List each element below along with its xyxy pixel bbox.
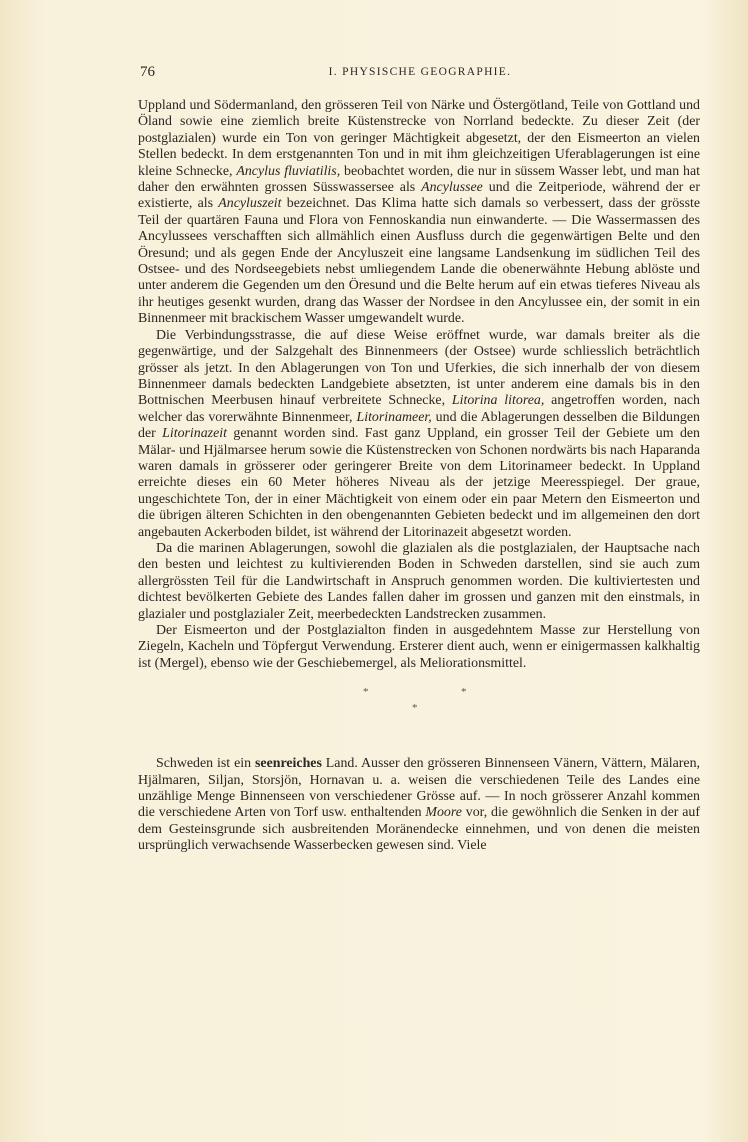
paragraph <box>138 98 700 328</box>
text-run: bezeichnet. Das Klima hatte sich damals so verbessert, dass der grösste Teil der quartären Fauna und Flora von Fennoskandia nun einwanderte. — Die Wassermassen des Ancylussees verschafften sich allmählich einen Ausfluss durch die gegenwärtigen Belte und den Öresund; und als gegen Ende der Ancyluszeit eine langsame Landsenkung im südlichen Teil des Ostsee- und des Nordseegebiets nebst umliegendem Lande die obenerwähnte Hebung ablöste und unter anderem die Gegenden um den Öresund und die Belte herum auf ein etwas tieferes Niveau als ihr heutiges gesenkt wurden, drang das Wasser der Nordsee in den Ancylussee ein, der somit in ein Binnenmeer mit brackischem Wasser umgewandelt wurde. <box>138 196 701 327</box>
section-separator <box>138 682 700 728</box>
text-run: Der Eismeerton und der Postglazialton finden in ausgedehntem Masse zur Herstellung von Ziegeln, Kacheln und Töpfergut Verwendung. Ersterer dient auch, wenn er einigermassen kalkhaltig ist (Mergel), ebenso wie der Geschiebemergel, als Meliorationsmittel. <box>138 623 700 671</box>
text-run: Uppland und Södermanland, den grösseren Teil von Närke und Östergötland, Teile von Gottland und Öland sowie eine ziemlich breite Küstenstrecke von Norrland bedeckte. Zu dieser Zeit (der postglazialen) wurde ein Ton von geringer Mächtigkeit abgesetzt, der den Eismeerton an vielen Stellen bedeckt. In dem erstgenannten Ton und in mit ihm gleichzeitigen Uferablagerungen ist eine kleine Schnecke, <box>138 98 700 179</box>
text-run: Land. Ausser den grösseren Binnenseen Vänern, Vättern, Mälaren, Hjälmaren, Siljan, Storsjön, Hornavan u. a. weisen die verschiedenen Teile des Landes eine unzählige Menge Binnenseen von verschiedener Grösse auf. — In noch grösserer Anzahl kommen die verschiedene Arten von Torf usw. enthaltenden <box>138 756 700 821</box>
paragraph <box>138 756 700 854</box>
text-run: beobachtet worden, die nur in süssem Wasser lebt, und man hat daher den erwähnten grossen Süsswassersee als <box>138 163 700 196</box>
text-run: vor, die gewöhnlich die Senken in der auf dem Gesteinsgrunde sich ausbreitenden Moränendecke einnehmen, und von denen die meisten ursprünglich verwachsende Wasserbecken gewesen sind. Viele <box>138 805 700 854</box>
italic-term: Ancylus fluviatilis, <box>236 163 341 179</box>
text-run: genannt worden sind. Fast ganz Uppland, ein grosser Teil der Gebiete um den Mälar- und Hjälmarsee herum sowie die Küstenstrecken von Schonen nordwärts bis nach Haparanda waren damals in grösserer oder geringerer Breite von dem Litorinameer bedeckt. In Uppland erreichte dieses ein 60 Meter höheres Niveau als der jetzige Meeresspiegel. Der graue, ungeschichtete Ton, der in einer Mächtigkeit von einem oder ein paar Metern den Eismeerton und die übrigen älteren Schichten in den obengenannten Gebieten bedeckt und im allgemeinen den dort angebauten Ackerboden bildet, ist während der Litorinazeit abgesetzt worden. <box>138 426 700 540</box>
paragraph <box>138 541 700 623</box>
text-run: und die Ablagerungen desselben die Bildungen der <box>138 409 700 442</box>
running-title: I. PHYSISCHE GEOGRAPHIE. <box>328 66 512 78</box>
paragraph <box>138 328 700 541</box>
text-run: angetroffen worden, nach welcher das vorerwähnte Binnenmeer, <box>138 393 700 425</box>
separator-star: * <box>461 686 467 699</box>
text-run: und die Zeitperiode, während der er existierte, als <box>138 180 700 212</box>
separator-star: * <box>412 702 418 715</box>
bold-term: seenreiches <box>255 756 322 772</box>
italic-term: Litorinameer, <box>356 409 432 425</box>
page-body <box>138 98 700 855</box>
text-run: Die Verbindungsstrasse, die auf diese Weise eröffnet wurde, war damals breiter als die gegenwärtige, und der Salzgehalt des Binnenmeers (der Ostsee) wurde schliesslich beträchtlich grösser als jetzt. In den Ablagerungen von Ton und Uferkies, die sich innerhalb der von diesem Binnenmeer damals bedeckten Landgebiete absetzten, ist unter anderem eine damals bis in den Bottnischen Meerbusen hinauf verbreitete Schnecke, <box>138 327 700 409</box>
italic-term: Moore <box>425 805 462 821</box>
italic-term: Litorina litorea, <box>451 393 545 409</box>
page-number: 76 <box>140 64 155 80</box>
text-run: Da die marinen Ablagerungen, sowohl die glazialen als die postglazialen, der Hauptsache nach den besten und leichtest zu kultivierenden Boden in Schweden darstellen, sind sie auch zum allergrössten Teil für die Landwirtschaft in Anspruch genommen worden. Die kultiviertesten und dichtest bevölkerten Gebiete des Landes fallen daher im grossen und ganzen mit den einstmals, in glazialer und postglazialer Zeit, meerbedeckten Landstrecken zusammen. <box>138 540 700 622</box>
text-run: Schweden ist ein <box>156 756 255 772</box>
italic-term: Ancyluszeit <box>218 196 282 212</box>
italic-term: Litorinazeit <box>162 426 227 442</box>
paragraph <box>138 623 700 672</box>
separator-star: * <box>363 686 369 699</box>
page-header <box>140 64 700 86</box>
italic-term: Ancylussee <box>421 180 483 196</box>
